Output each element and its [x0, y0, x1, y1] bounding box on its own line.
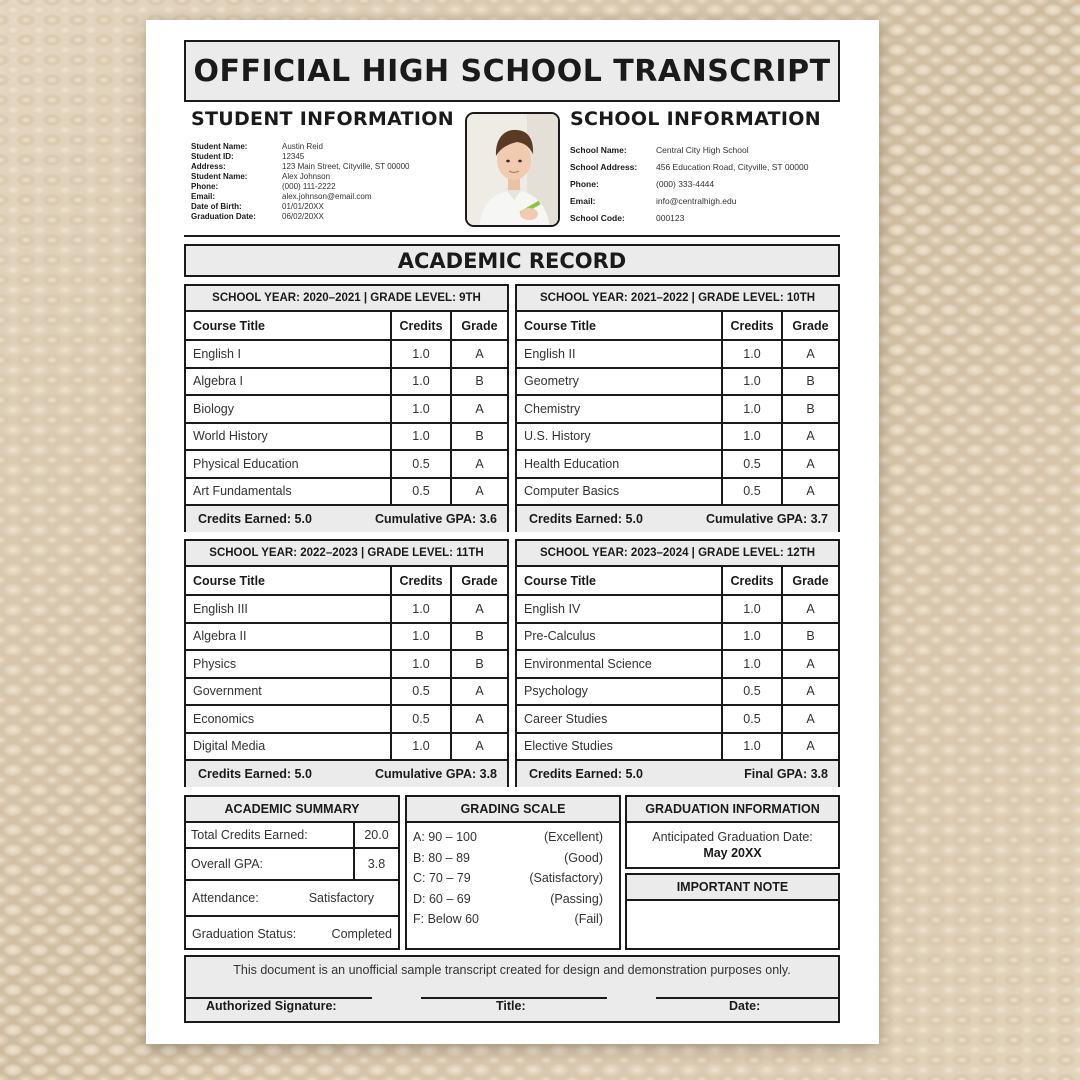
course-credits: 1.0 — [391, 595, 451, 623]
info-label: Student ID: — [191, 152, 234, 161]
course-grade: B — [782, 395, 838, 423]
credits-earned: Credits Earned: 5.0 — [529, 512, 643, 526]
grade-range: D: 60 – 69 — [413, 891, 471, 906]
course-credits: 1.0 — [391, 733, 451, 761]
disclaimer-text: This document is an unofficial sample transcript created for design and demonstration purposes only. — [233, 963, 791, 977]
course-title: Art Fundamentals — [186, 478, 391, 506]
course-table-header — [517, 312, 838, 340]
course-title-header: Course Title — [517, 567, 722, 595]
table-row — [517, 478, 838, 506]
important-note-body — [627, 901, 838, 913]
credits-header: Credits — [722, 312, 782, 340]
course-credits: 1.0 — [722, 395, 782, 423]
info-label: Phone: — [570, 179, 599, 189]
table-row — [186, 733, 507, 761]
course-credits: 0.5 — [722, 705, 782, 733]
grade-description: (Fail) — [574, 912, 603, 926]
course-grade: A — [782, 478, 838, 506]
info-value: 12345 — [282, 152, 305, 161]
info-value: 123 Main Street, Cityville, ST 00000 — [282, 162, 410, 171]
year-footer — [517, 761, 838, 787]
year-table — [184, 284, 509, 532]
course-credits: 0.5 — [722, 478, 782, 506]
year-header: SCHOOL YEAR: 2023–2024 | GRADE LEVEL: 12TH — [517, 541, 838, 567]
year-header: SCHOOL YEAR: 2020–2021 | GRADE LEVEL: 9TH — [186, 286, 507, 312]
course-credits: 1.0 — [722, 623, 782, 651]
credits-earned: Credits Earned: 5.0 — [529, 767, 643, 781]
course-title: World History — [186, 423, 391, 451]
course-credits: 0.5 — [722, 450, 782, 478]
table-row — [517, 595, 838, 623]
course-grade: B — [782, 368, 838, 396]
credits-header: Credits — [722, 567, 782, 595]
page-title: OFFICIAL HIGH SCHOOL TRANSCRIPT — [193, 53, 831, 89]
total-credits-row — [186, 823, 398, 849]
info-value: (000) 111-2222 — [282, 182, 336, 191]
course-grade: A — [782, 423, 838, 451]
info-value: 06/02/20XX — [282, 212, 324, 221]
course-title: Environmental Science — [517, 650, 722, 678]
course-grade: A — [451, 678, 507, 706]
course-title: English I — [186, 340, 391, 368]
year-footer — [517, 506, 838, 532]
grading-scale-row — [407, 909, 619, 930]
table-row — [186, 340, 507, 368]
grade-range: A: 90 – 100 — [413, 830, 477, 844]
student-info-heading: STUDENT INFORMATION — [191, 108, 454, 130]
info-value: info@centralhigh.edu — [656, 196, 737, 206]
grade-description: (Passing) — [550, 891, 603, 906]
course-credits: 1.0 — [391, 340, 451, 368]
important-note-heading: IMPORTANT NOTE — [627, 875, 838, 901]
info-value: Austin Reid — [282, 142, 323, 151]
table-row — [517, 450, 838, 478]
course-grade: B — [451, 368, 507, 396]
signature-label: Authorized Signature: — [206, 999, 337, 1013]
year-table — [515, 539, 840, 787]
year-gpa: Final GPA: 3.8 — [744, 767, 828, 781]
course-grade: A — [782, 678, 838, 706]
credits-earned: Credits Earned: 5.0 — [198, 512, 312, 526]
overall-gpa-value: 3.8 — [353, 849, 398, 879]
course-title: Chemistry — [517, 395, 722, 423]
course-credits: 1.0 — [391, 368, 451, 396]
credits-earned: Credits Earned: 5.0 — [198, 767, 312, 781]
course-credits: 0.5 — [391, 450, 451, 478]
course-grade: A — [782, 705, 838, 733]
academic-summary-heading: ACADEMIC SUMMARY — [186, 797, 398, 823]
info-label: Email: — [570, 196, 596, 206]
year-footer — [186, 761, 507, 787]
course-title: Geometry — [517, 368, 722, 396]
credits-header: Credits — [391, 312, 451, 340]
course-title: Health Education — [517, 450, 722, 478]
course-grade: B — [451, 423, 507, 451]
info-value: alex.johnson@email.com — [282, 192, 372, 201]
course-title: Physical Education — [186, 450, 391, 478]
info-row — [570, 159, 840, 176]
table-row — [517, 423, 838, 451]
important-note — [625, 873, 840, 950]
course-grade: A — [782, 733, 838, 761]
course-credits: 1.0 — [391, 623, 451, 651]
grade-header: Grade — [451, 567, 507, 595]
attendance-label: Attendance: — [192, 891, 259, 905]
course-title: English III — [186, 595, 391, 623]
info-label: School Code: — [570, 213, 625, 223]
course-credits: 1.0 — [722, 368, 782, 396]
info-row — [570, 193, 840, 210]
course-grade: A — [782, 650, 838, 678]
course-title: U.S. History — [517, 423, 722, 451]
course-grade: A — [782, 450, 838, 478]
table-row — [186, 623, 507, 651]
attendance-value: Satisfactory — [308, 891, 374, 905]
course-title: Career Studies — [517, 705, 722, 733]
school-info-heading: SCHOOL INFORMATION — [570, 108, 821, 130]
year-gpa: Cumulative GPA: 3.6 — [374, 512, 497, 526]
course-grade: B — [451, 623, 507, 651]
table-row — [517, 733, 838, 761]
total-credits-value: 20.0 — [353, 823, 398, 847]
overall-gpa-row — [186, 849, 398, 881]
graduation-status-row — [186, 917, 398, 951]
attendance-row — [186, 881, 398, 917]
course-credits: 1.0 — [391, 395, 451, 423]
info-row — [191, 202, 461, 212]
info-label: Student Name: — [191, 142, 248, 151]
table-row — [186, 450, 507, 478]
table-row — [517, 678, 838, 706]
course-title-header: Course Title — [186, 567, 391, 595]
header-divider — [184, 235, 840, 237]
table-row — [517, 623, 838, 651]
table-row — [517, 395, 838, 423]
info-label: Address: — [191, 162, 226, 171]
course-title: English II — [517, 340, 722, 368]
grade-description: (Good) — [564, 850, 603, 865]
course-title: Biology — [186, 395, 391, 423]
title-label: Title: — [496, 999, 526, 1013]
course-grade: A — [451, 340, 507, 368]
course-credits: 1.0 — [722, 423, 782, 451]
course-title: English IV — [517, 595, 722, 623]
course-title-header: Course Title — [517, 312, 722, 340]
graduation-status-label: Graduation Status: — [192, 927, 297, 941]
info-row — [570, 176, 840, 193]
course-grade: A — [451, 395, 507, 423]
course-title: Algebra II — [186, 623, 391, 651]
info-row — [191, 162, 461, 172]
course-grade: A — [451, 478, 507, 506]
course-grade: B — [451, 650, 507, 678]
course-credits: 1.0 — [722, 340, 782, 368]
course-credits: 1.0 — [722, 650, 782, 678]
student-information — [191, 108, 461, 222]
course-grade: A — [451, 733, 507, 761]
info-label: Student Name: — [191, 172, 248, 181]
grade-range: F: Below 60 — [413, 912, 480, 926]
course-grade: A — [782, 595, 838, 623]
year-gpa: Cumulative GPA: 3.7 — [705, 512, 828, 526]
course-credits: 1.0 — [722, 733, 782, 761]
graduation-information — [625, 795, 840, 869]
academic-record-heading: ACADEMIC RECORD — [397, 248, 627, 273]
info-label: Graduation Date: — [191, 212, 256, 221]
disclaimer-footer — [184, 955, 840, 1023]
grading-scale — [405, 795, 621, 950]
total-credits-label: Total Credits Earned: — [191, 828, 308, 842]
student-photo — [465, 112, 560, 227]
date-label: Date: — [729, 999, 761, 1013]
graduation-status-value: Completed — [331, 927, 392, 941]
school-fields — [570, 142, 840, 227]
course-title: Government — [186, 678, 391, 706]
grade-header: Grade — [782, 312, 838, 340]
course-grade: A — [782, 340, 838, 368]
graduation-date-value: May 20XX — [703, 846, 762, 860]
course-title: Economics — [186, 705, 391, 733]
year-table — [515, 284, 840, 532]
info-row — [191, 182, 461, 192]
course-table-header — [186, 567, 507, 595]
table-row — [186, 395, 507, 423]
course-table — [517, 567, 838, 761]
grade-header: Grade — [782, 567, 838, 595]
info-row — [191, 192, 461, 202]
info-value: 456 Education Road, Cityville, ST 00000 — [656, 162, 809, 172]
info-label: School Name: — [570, 145, 627, 155]
table-row — [517, 650, 838, 678]
info-label: Email: — [191, 192, 216, 201]
grading-scale-row — [407, 868, 619, 889]
course-table — [186, 567, 507, 761]
table-row — [186, 368, 507, 396]
info-value: Central City High School — [656, 145, 749, 155]
table-row — [186, 423, 507, 451]
grading-scale-row — [407, 889, 619, 910]
course-table — [517, 312, 838, 506]
table-row — [186, 595, 507, 623]
grade-range: B: 80 – 89 — [413, 850, 470, 865]
course-credits: 1.0 — [391, 650, 451, 678]
info-value: 000123 — [656, 213, 685, 223]
year-header: SCHOOL YEAR: 2022–2023 | GRADE LEVEL: 11TH — [186, 541, 507, 567]
course-title: Algebra I — [186, 368, 391, 396]
grading-scale-row — [407, 827, 619, 848]
course-title: Computer Basics — [517, 478, 722, 506]
info-value: (000) 333-4444 — [656, 179, 715, 189]
student-portrait-image — [467, 114, 560, 227]
course-table — [186, 312, 507, 506]
course-table-header — [186, 312, 507, 340]
credits-header: Credits — [391, 567, 451, 595]
course-credits: 0.5 — [722, 678, 782, 706]
course-grade: A — [451, 595, 507, 623]
info-row — [570, 210, 840, 227]
academic-record-banner — [184, 244, 840, 277]
info-row — [191, 152, 461, 162]
table-row — [186, 650, 507, 678]
info-value: Alex Johnson — [282, 172, 331, 181]
grade-description: (Excellent) — [543, 830, 603, 844]
table-row — [517, 705, 838, 733]
course-title: Elective Studies — [517, 733, 722, 761]
course-grade: A — [451, 705, 507, 733]
table-row — [186, 705, 507, 733]
grading-scale-rows — [407, 823, 619, 930]
course-credits: 0.5 — [391, 705, 451, 733]
grading-scale-row — [407, 848, 619, 869]
year-table — [184, 539, 509, 787]
year-header: SCHOOL YEAR: 2021–2022 | GRADE LEVEL: 10TH — [517, 286, 838, 312]
course-table-header — [517, 567, 838, 595]
table-row — [186, 678, 507, 706]
course-title: Psychology — [517, 678, 722, 706]
grade-range: C: 70 – 79 — [413, 871, 471, 885]
course-credits: 0.5 — [391, 678, 451, 706]
course-title: Digital Media — [186, 733, 391, 761]
title-banner — [184, 40, 840, 102]
grade-header: Grade — [451, 312, 507, 340]
course-grade: B — [782, 623, 838, 651]
course-credits: 1.0 — [391, 423, 451, 451]
course-grade: A — [451, 450, 507, 478]
grade-description: (Satisfactory) — [529, 871, 603, 885]
course-title-header: Course Title — [186, 312, 391, 340]
year-footer — [186, 506, 507, 532]
info-value: 01/01/20XX — [282, 202, 324, 211]
info-label: School Address: — [570, 162, 638, 172]
transcript-page — [146, 20, 879, 1044]
school-information — [570, 108, 840, 227]
overall-gpa-label: Overall GPA: — [191, 857, 264, 871]
info-label: Phone: — [191, 182, 219, 191]
course-title: Pre-Calculus — [517, 623, 722, 651]
table-row — [186, 478, 507, 506]
info-row — [191, 142, 461, 152]
course-title: Physics — [186, 650, 391, 678]
graduation-date-label: Anticipated Graduation Date: — [652, 830, 813, 844]
academic-summary — [184, 795, 400, 950]
info-row — [570, 142, 840, 159]
table-row — [517, 368, 838, 396]
table-row — [517, 340, 838, 368]
student-fields — [191, 142, 461, 222]
course-credits: 1.0 — [722, 595, 782, 623]
course-credits: 0.5 — [391, 478, 451, 506]
info-label: Date of Birth: — [191, 202, 242, 211]
info-row — [191, 212, 461, 222]
year-gpa: Cumulative GPA: 3.8 — [374, 767, 497, 781]
graduation-info-heading: GRADUATION INFORMATION — [627, 797, 838, 823]
grading-scale-heading: GRADING SCALE — [407, 797, 619, 823]
info-row — [191, 172, 461, 182]
